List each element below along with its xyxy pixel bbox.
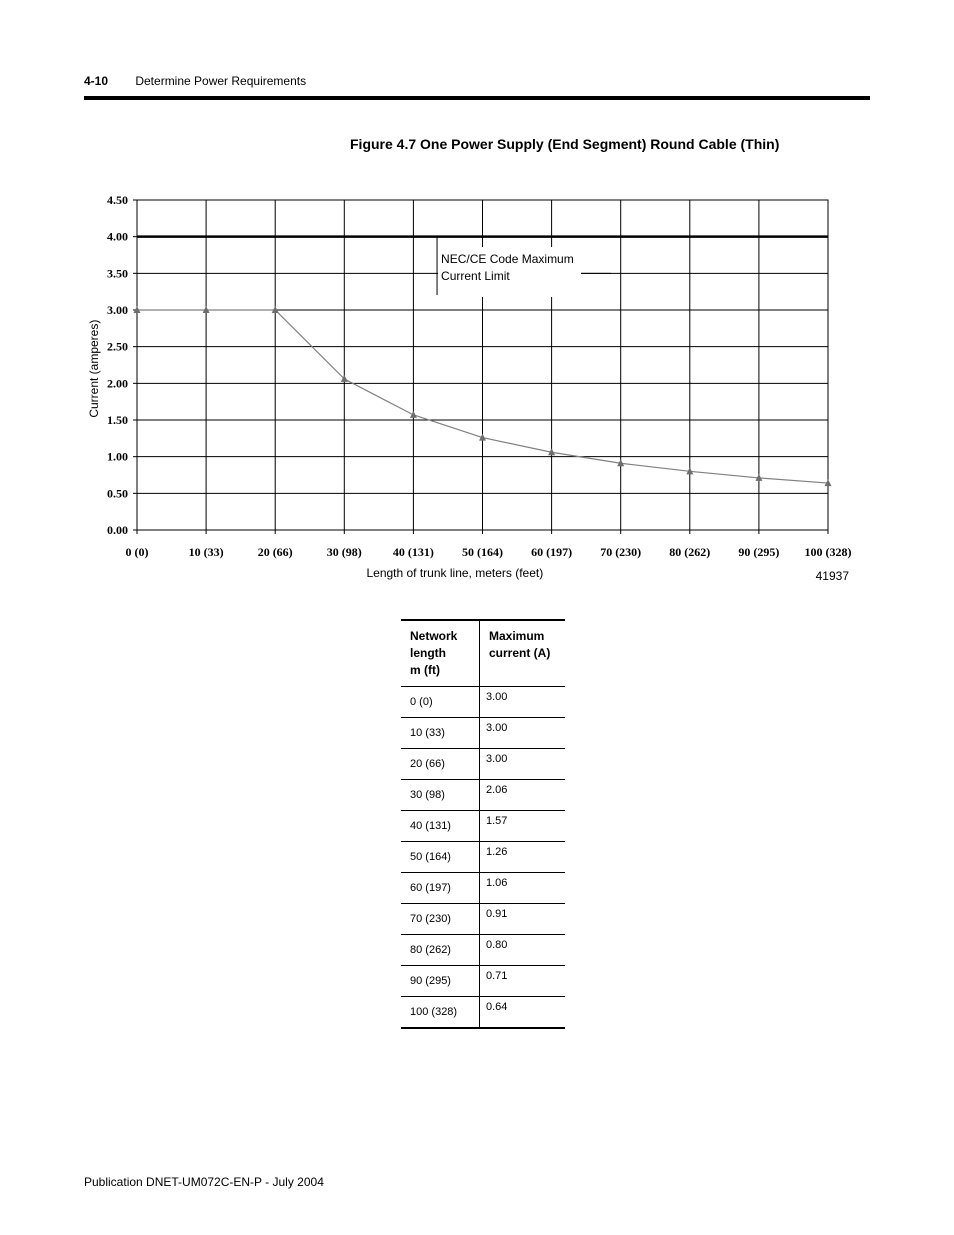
length-cell: 30 (98) xyxy=(401,780,480,811)
column-header-current xyxy=(480,620,566,687)
current-cell: 3.00 xyxy=(480,687,566,718)
length-cell: 90 (295) xyxy=(401,966,480,997)
length-cell: 0 (0) xyxy=(401,687,480,718)
y-tick-label: 0.50 xyxy=(107,486,128,501)
table-row xyxy=(401,749,565,780)
publication-footer: Publication DNET-UM072C-EN-P - July 2004 xyxy=(84,1175,324,1189)
x-tick-label: 40 (131) xyxy=(392,545,434,559)
length-cell: 40 (131) xyxy=(401,811,480,842)
y-tick-label: 4.50 xyxy=(107,193,128,207)
y-axis-label: Current (amperes) xyxy=(87,319,101,418)
table-row xyxy=(401,780,565,811)
current-cell: 0.64 xyxy=(486,1001,508,1013)
section-title: Determine Power Requirements xyxy=(135,74,307,88)
current-cell: 1.57 xyxy=(480,811,566,842)
current-cell: 0.91 xyxy=(480,904,566,935)
table-row xyxy=(401,904,565,935)
header-line: current (A) xyxy=(489,646,551,660)
header-line: m (ft) xyxy=(410,663,440,677)
current-cell: 1.26 xyxy=(480,842,566,873)
y-tick-label: 3.00 xyxy=(107,303,128,317)
current-cell: 3.00 xyxy=(480,718,566,749)
table-row xyxy=(401,997,565,1029)
x-axis-label: Length of trunk line, meters (feet) xyxy=(366,566,544,580)
figure-number: 41937 xyxy=(815,569,849,583)
table-row xyxy=(401,687,565,718)
x-tick-label: 100 (328) xyxy=(804,545,852,559)
current-data-table xyxy=(401,619,565,1029)
table-row xyxy=(401,873,565,904)
y-tick-label: 2.50 xyxy=(107,339,128,354)
length-cell: 100 (328) xyxy=(401,997,480,1029)
table-row xyxy=(401,718,565,749)
current-cell: 1.06 xyxy=(480,873,566,904)
x-tick-label: 20 (66) xyxy=(257,545,293,559)
header-line: Network xyxy=(410,629,458,643)
table-row xyxy=(401,966,565,997)
table-row xyxy=(401,935,565,966)
current-cell: 0.80 xyxy=(480,935,566,966)
x-tick-label: 0 (0) xyxy=(125,545,149,559)
y-tick-label: 3.50 xyxy=(107,266,128,281)
length-cell: 70 (230) xyxy=(401,904,480,935)
table-header-row xyxy=(401,620,565,687)
y-tick-label: 1.00 xyxy=(107,449,128,464)
length-cell: 50 (164) xyxy=(401,842,480,873)
current-cell: 2.06 xyxy=(480,780,566,811)
y-tick-label: 4.00 xyxy=(107,229,128,244)
table-row xyxy=(401,842,565,873)
figure-caption: Figure 4.7 One Power Supply (End Segment) Round Cable (Thin) xyxy=(350,136,780,152)
column-header-length xyxy=(401,620,480,687)
y-tick-label: 1.50 xyxy=(107,413,128,427)
limit-label-line1: NEC/CE Code Maximum xyxy=(441,252,574,266)
x-tick-label: 10 (33) xyxy=(188,545,224,559)
x-tick-label: 80 (262) xyxy=(669,545,711,559)
length-cell: 80 (262) xyxy=(401,935,480,966)
limit-label-line2: Current Limit xyxy=(441,269,510,283)
y-tick-label: 2.00 xyxy=(107,376,128,391)
length-cell: 10 (33) xyxy=(401,718,480,749)
table-row xyxy=(401,811,565,842)
header-line: Maximum xyxy=(489,629,545,643)
page-number: 4-10 xyxy=(84,74,109,88)
y-tick-label: 0.00 xyxy=(107,523,128,537)
length-cell: 60 (197) xyxy=(401,873,480,904)
length-cell: 20 (66) xyxy=(401,749,480,780)
header-line: length xyxy=(410,646,446,660)
x-tick-label: 90 (295) xyxy=(738,545,780,559)
current-cell: 3.00 xyxy=(480,749,566,780)
current-cell: 0.71 xyxy=(480,966,566,997)
x-tick-label: 30 (98) xyxy=(326,545,362,559)
x-tick-label: 50 (164) xyxy=(462,545,503,559)
current-vs-length-chart xyxy=(0,0,954,600)
x-tick-label: 60 (197) xyxy=(531,545,573,559)
x-tick-label: 70 (230) xyxy=(600,545,642,559)
